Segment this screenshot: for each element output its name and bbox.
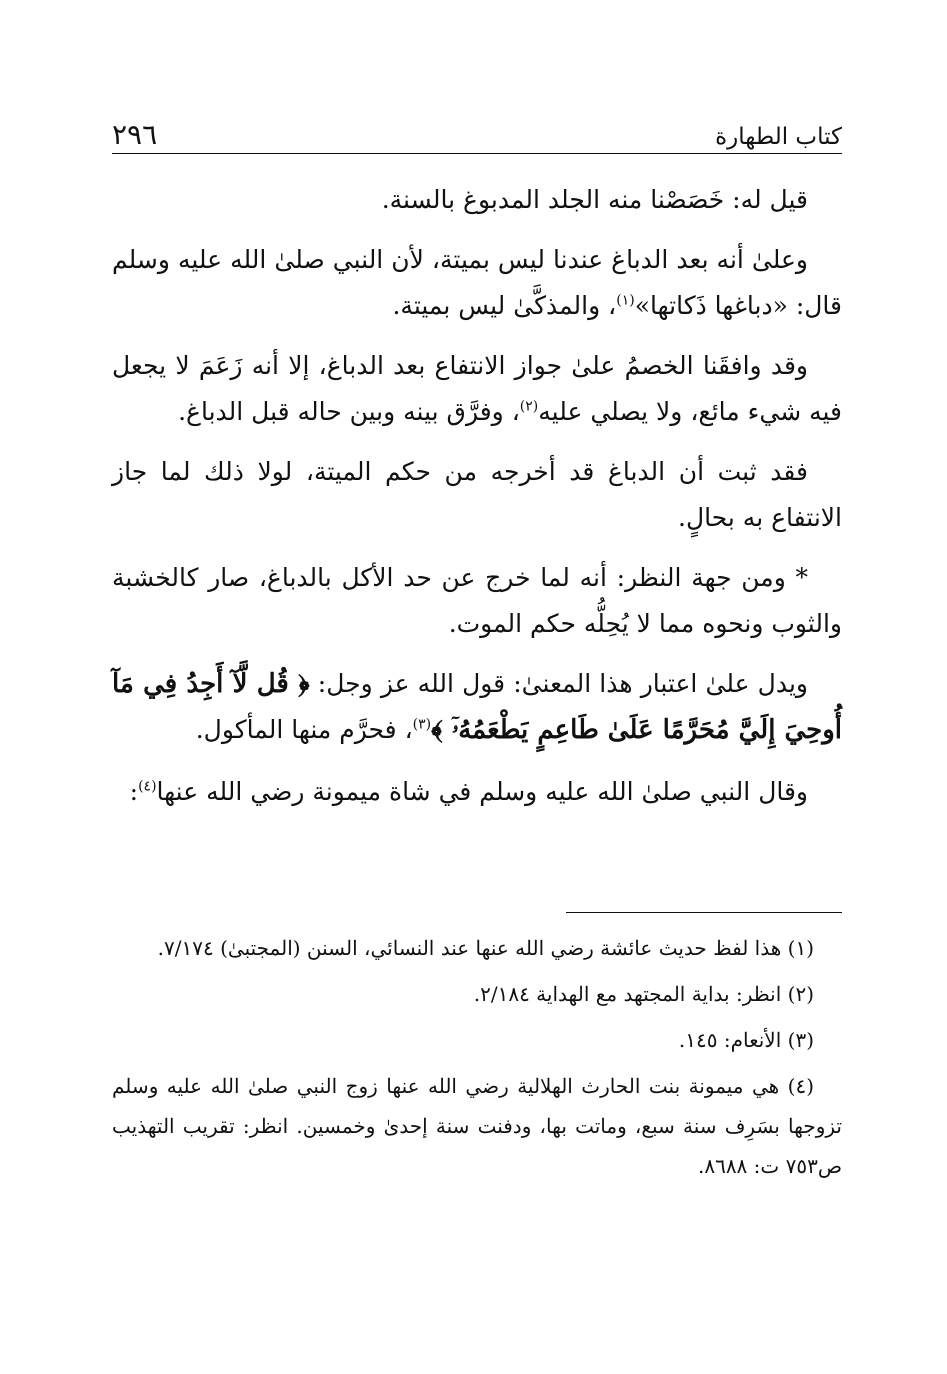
- footnote-ref-1: (١): [616, 292, 635, 309]
- footnote-ref-2: (٢): [519, 398, 539, 415]
- paragraph-5: * ومن جهة النظر: أنه لما خرج عن حد الأكل بالدباغ، صار كالخشبة والثوب ونحوه مما لا يُحِلُّه حكم الموت.: [112, 563, 842, 638]
- footnotes: [112, 928, 842, 1192]
- paragraph-2-text-a: وعلىٰ أنه بعد الدباغ عندنا ليس بميتة، لأن النبي صلىٰ الله عليه وسلم قال: «دباغها ذَكاتها»: [112, 245, 842, 320]
- paragraph-6-text-a: ويدل علىٰ اعتبار هذا المعنىٰ: قول الله عز وجل:: [309, 669, 808, 698]
- footnote-4: (٤) هي ميمونة بنت الحارث الهلالية رضي الله عنها زوج النبي صلىٰ الله عليه وسلم تزوجها بسَرِف سنة سبع، وماتت بها، ودفنت سنة إحدىٰ وخمسين. انظر: تقريب التهذيب ص٧٥٣ ت: ٨٦٨٨.: [112, 1074, 842, 1178]
- page-header: [112, 105, 842, 149]
- paragraph-1: قيل له: خَصَصْنا منه الجلد المدبوغ بالسنة.: [381, 185, 808, 214]
- paragraph-2-text-b: ، والمذكَّىٰ ليس بميتة.: [392, 291, 617, 320]
- main-text: [112, 177, 842, 829]
- footnote-separator: [566, 912, 842, 913]
- paragraph-7-text-b: :: [129, 777, 139, 806]
- paragraph-7: [112, 769, 842, 815]
- footnote-1: (١) هذا لفظ حديث عائشة رضي الله عنها عند النسائي، السنن (المجتبىٰ) ٧/١٧٤.: [157, 936, 814, 960]
- footnote-3: (٣) الأنعام: ١٤٥.: [678, 1028, 814, 1052]
- footnote-ref-3: (٣): [412, 716, 432, 733]
- paragraph-3-text-b: ، وفرَّق بينه وبين حاله قبل الدباغ.: [178, 397, 520, 426]
- paragraph-3-text-a: وقد وافقَنا الخصمُ علىٰ جواز الانتفاع بعد الدباغ، إلا أنه زَعَمَ لا يجعل فيه شيء مائع، ولا يصلي عليه: [112, 351, 842, 426]
- footnote-2: (٢) انظر: بداية المجتهد مع الهداية ٢/١٨٤.: [473, 982, 814, 1006]
- running-title: كتاب الطهارة: [715, 124, 842, 150]
- paragraph-6: [112, 661, 842, 753]
- header-rule: [112, 153, 842, 154]
- paragraph-4: فقد ثبت أن الدباغ قد أخرجه من حكم الميتة، لولا ذلك لما جاز الانتفاع به بحالٍ.: [112, 457, 842, 532]
- paragraph-3: [112, 343, 842, 435]
- page-number: ٢٩٦: [112, 118, 158, 151]
- paragraph-7-text-a: وقال النبي صلىٰ الله عليه وسلم في شاة ميمونة رضي الله عنها: [156, 777, 808, 806]
- paragraph-6-text-b: ، فحرَّم منها المأكول.: [195, 715, 413, 744]
- footnote-ref-4: (٤): [138, 778, 157, 795]
- paragraph-2: [112, 237, 842, 329]
- quran-verse: ﴿ قُل لَّآ أَجِدُ فِي مَآ أُوحِيَ إِلَيَّ مُحَرَّمًا عَلَىٰ طَاعِمٍ يَطْعَمُهُۥٓ ﴾: [112, 669, 842, 745]
